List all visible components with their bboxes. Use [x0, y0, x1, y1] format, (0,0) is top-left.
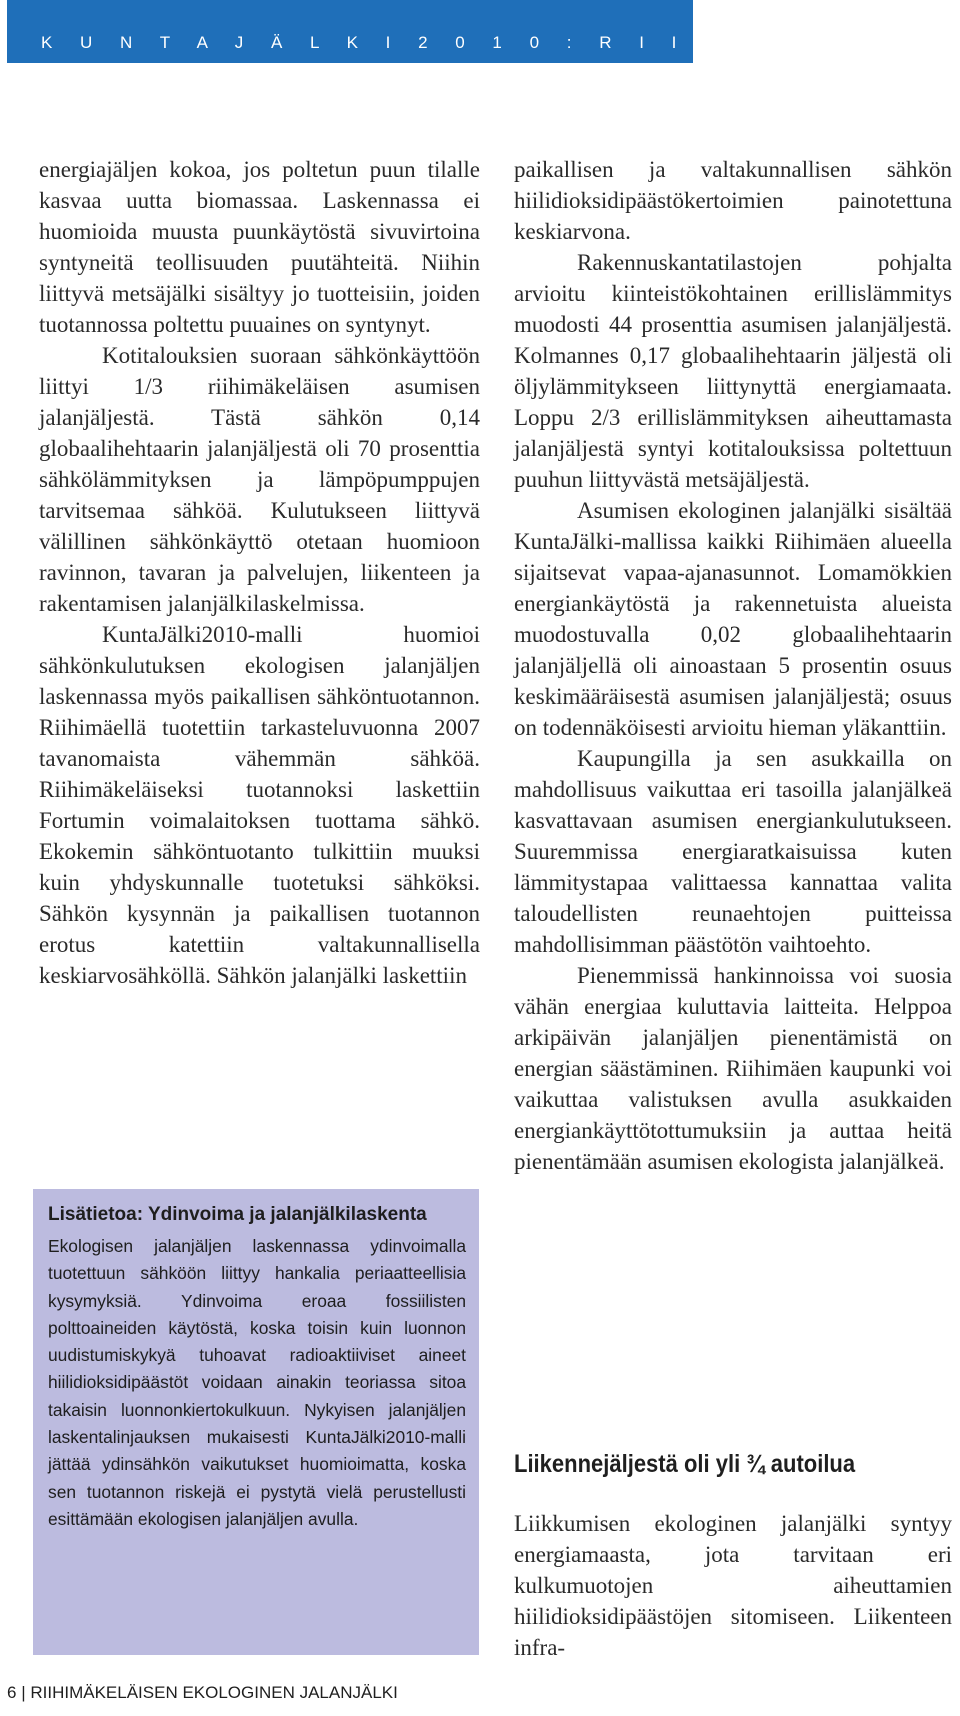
body-paragraph: Kaupungilla ja sen asukkailla on mahdollisuus vaikuttaa eri tasoilla jalanjälkeä kasvattavaan asumisen energiankulutukseen. Suuremmissa energiaratkaisuissa kuten lämmitystapaa valittaessa kannattaa valita taloudellisten reunaehtojen puitteissa mahdollisimman päästötön vaihtoehto.: [514, 746, 952, 957]
body-paragraph: paikallisen ja valtakunnallisen sähkön hiilidioksidipäästökertoimien painotettuna keskiarvona.: [514, 157, 952, 244]
section-heading: Liikennejäljestä oli yli ¾ autoilua: [514, 1450, 856, 1478]
footer-separator: |: [21, 1683, 26, 1702]
publication-title: RIIHIMÄKELÄISEN EKOLOGINEN JALANJÄLKI: [30, 1683, 398, 1702]
page-footer: [7, 1683, 398, 1703]
left-text-column: [39, 154, 480, 991]
running-header-bar: [7, 0, 913, 63]
body-paragraph: Kotitalouksien suoraan sähkönkäyttöön liittyi 1/3 riihimäkeläisen asumisen jalanjäljestä. Tästä sähkön 0,14 globaalihehtaarin jalanjäljestä oli 70 prosenttia sähkölämmityksen ja lämpöpumppujen tarvitsemaa sähköä. Kulutukseen liittyvä välillinen sähkönkäyttö otetaan huomioon ravinnon, tavaran ja palvelujen, liikenteen ja rakentamisen jalanjälkilaskelmissa.: [39, 343, 480, 616]
body-paragraph: energiajäljen kokoa, jos poltetun puun tilalle kasvaa uutta biomassaa. Laskennassa ei huomioida muusta puunkäytöstä sivuvirtoina syntyneitä teollisuuden puutähteitä. Niihin liittyvä metsäjälki sisältyy jo tuotteisiin, joiden tuotannossa poltettu puuaines on syntynyt.: [39, 157, 480, 337]
body-paragraph: KuntaJälki2010-malli huomioi sähkönkulutuksen ekologisen jalanjäljen laskennassa myös paikallisen sähköntuotannon. Riihimäellä tuotettiin tarkasteluvuonna 2007 tavanomaista vähemmän sähköä. Riihimäkeläiseksi tuotannoksi laskettiin Fortumin voimalaitoksen tuottama sähkö. Ekokemin sähköntuotanto tulkittiin muuksi kuin yhdyskunnalle tuotetuksi sähköksi. Sähkön kysynnän ja paikallisen tuotannon erotus katettiin valtakunnallisella keskiarvosähköllä. Sähkön jalanjälki laskettiin: [39, 622, 480, 988]
body-paragraph: Pienemmissä hankinnoissa voi suosia vähän energiaa kuluttavia laitteita. Helppoa arkipäivän jalanjäljen pienentämistä on energian säästäminen. Riihimäen kaupunki voi vaikuttaa valistuksen avulla asukkaiden energiankäyttötottumuksiin ja auttaa heitä pienentämään asumisen ekologista jalanjälkeä.: [514, 963, 952, 1174]
body-paragraph: Asumisen ekologinen jalanjälki sisältää KuntaJälki-mallissa kaikki Riihimäen alueella sijaitsevat vapaa-ajanasunnot. Lomamökkien energiankäytöstä ja rakennetuista alueista muodostuvalla 0,02 globaalihehtaarin jalanjäljellä oli ainoastaan 5 prosentin osuus keskimääräisestä asumisen jalanjäljestä; osuus on todennäköisesti arvioitu hieman yläkanttiin.: [514, 498, 952, 740]
body-paragraph: Liikkumisen ekologinen jalanjälki syntyy energiamaasta, jota tarvitaan eri kulkumuotojen aiheuttamien hiilidioksidipäästöjen sitomiseen. Liikenteen infra-: [514, 1511, 952, 1660]
body-paragraph: Rakennuskantatilastojen pohjalta arvioitu kiinteistökohtainen erillislämmitys muodosti 44 prosenttia asumisen jalanjäljestä. Kolmannes 0,17 globaalihehtaarin jäljestä oli öljylämmitykseen liittynyttä energiamaata. Loppu 2/3 erillislämmityksen aiheuttamasta jalanjäljestä syntyi kotitalouksissa poltettuun puuhun liittyvästä metsäjäljestä.: [514, 250, 952, 492]
info-sidebar-box: [33, 1189, 479, 1655]
right-text-column: [514, 154, 952, 1177]
section-text-column: [514, 1508, 952, 1663]
page-number: 6: [7, 1683, 17, 1702]
sidebar-body: Ekologisen jalanjäljen laskennassa ydinvoimalla tuotettuun sähköön liittyy hankalia periaatteellisia kysymyksiä. Ydinvoima eroaa fossiilisten polttoaineiden käytöstä, koska toisin kuin luonnon uudistumiskykyä tuhoavat radioaktiiviset aineet hiilidioksidipäästöt voidaan ainakin teoriassa sitoa takaisin luonnonkiertokulkuun. Nykyisen jalanjäljen laskentalinjauksen mukaisesti KuntaJälki2010-malli jättää ydinsähkön vaikutukset huomioimatta, koska sen tuotannon riskejä ei pystytä vielä perustellusti esittämään ekologisen jalanjäljen avulla.: [48, 1236, 466, 1529]
sidebar-title: Lisätietoa: Ydinvoima ja jalanjälkilaskenta: [48, 1204, 427, 1225]
running-header-title: K U N T A J Ä L K I 2 0 1 0 : R I I H I M Ä K I: [41, 33, 913, 52]
